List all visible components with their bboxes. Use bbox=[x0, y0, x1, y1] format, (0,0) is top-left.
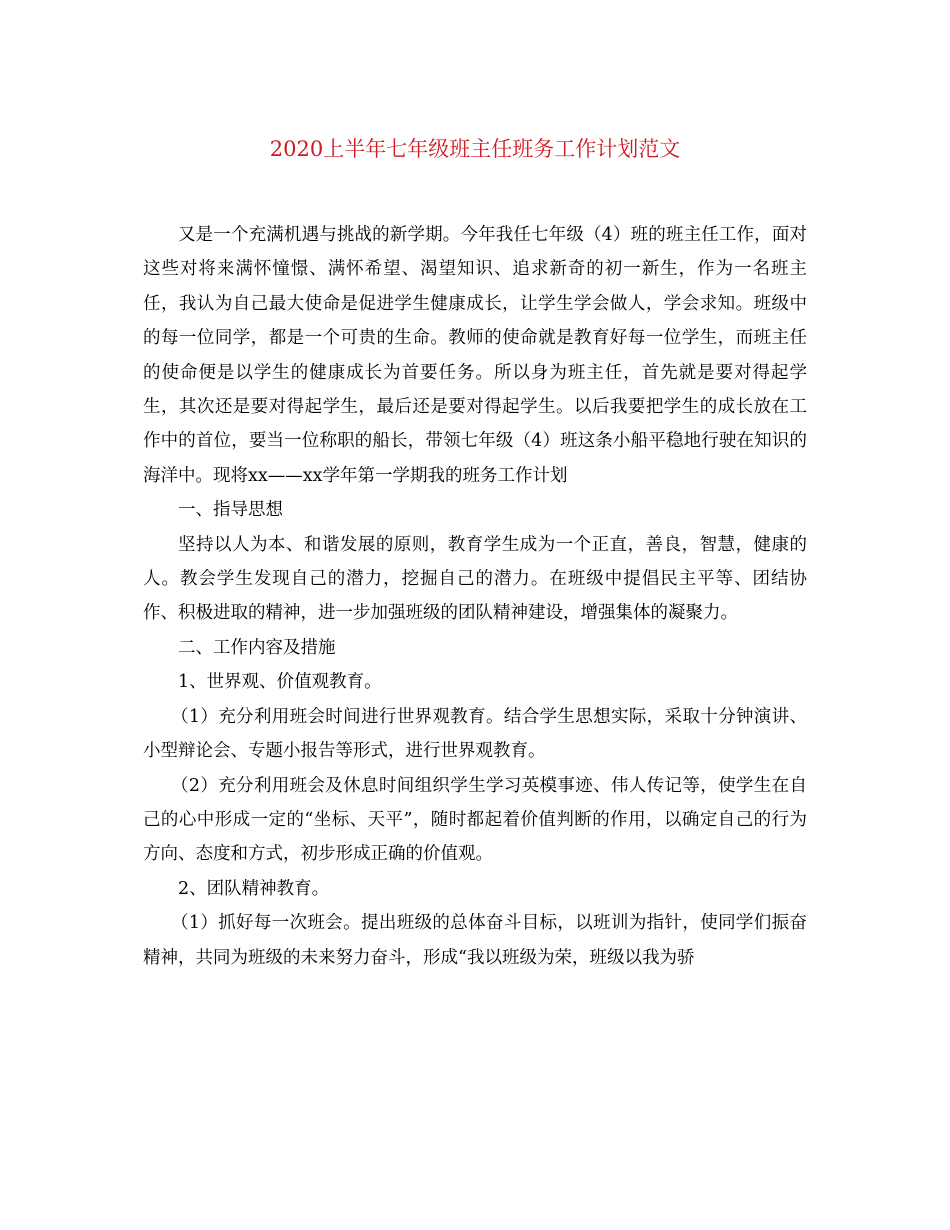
document-title: 2020上半年七年级班主任班务工作计划范文 bbox=[269, 137, 681, 161]
section-heading-guiding-thought: 一、指导思想 bbox=[178, 500, 283, 521]
team-spirit-item-1: （1）抓好每一次班会。提出班级的总体奋斗目标，以班训为指针，使同学们振奋精神，共同为班级的未来努力奋斗，形成“我以班级为荣，班级以我为骄 bbox=[143, 913, 807, 968]
guiding-thought-paragraph: 坚持以人为本、和谐发展的原则，教育学生成为一个正直，善良，智慧，健康的人。教会学生发现自己的潜力，挖掘自己的潜力。在班级中提倡民主平等、团结协作、积极进取的精神，进一步加强班级的团队精神建设，增强集体的凝聚力。 bbox=[143, 534, 807, 624]
intro-paragraph: 又是一个充满机遇与挑战的新学期。今年我任七年级（4）班的班主任工作，面对这些对将来满怀憧憬、满怀希望、渴望知识、追求新奇的初一新生，作为一名班主任，我认为自己最大使命是促进学生健康成长，让学生学会做人，学会求知。班级中的每一位同学，都是一个可贵的生命。教师的使命就是教育好每一位学生，而班主任的使命便是以学生的健康成长为首要任务。所以身为班主任，首先就是要对得起学生，其次还是要对得起学生，最后还是要对得起学生。以后我要把学生的成长放在工作中的首位，要当一位称职的船长，带领七年级（4）班这条小船平稳地行驶在知识的海洋中。现将xx——xx学年第一学期我的班务工作计划 bbox=[143, 225, 807, 486]
worldview-item-2: （2）充分利用班会及休息时间组织学生学习英模事迹、伟人传记等，使学生在自己的心中形成一定的“坐标、天平”，随时都起着价值判断的作用，以确定自己的行为方向、态度和方式，初步形成正确的价值观。 bbox=[143, 775, 807, 865]
subsection-heading-team-spirit: 2、团队精神教育。 bbox=[178, 878, 330, 899]
worldview-item-1: （1）充分利用班会时间进行世界观教育。结合学生思想实际，采取十分钟演讲、小型辩论会、专题小报告等形式，进行世界观教育。 bbox=[143, 706, 807, 762]
document-body bbox=[143, 218, 807, 975]
section-heading-work-content: 二、工作内容及措施 bbox=[178, 637, 336, 658]
subsection-heading-worldview: 1、世界观、价值观教育。 bbox=[178, 672, 382, 693]
